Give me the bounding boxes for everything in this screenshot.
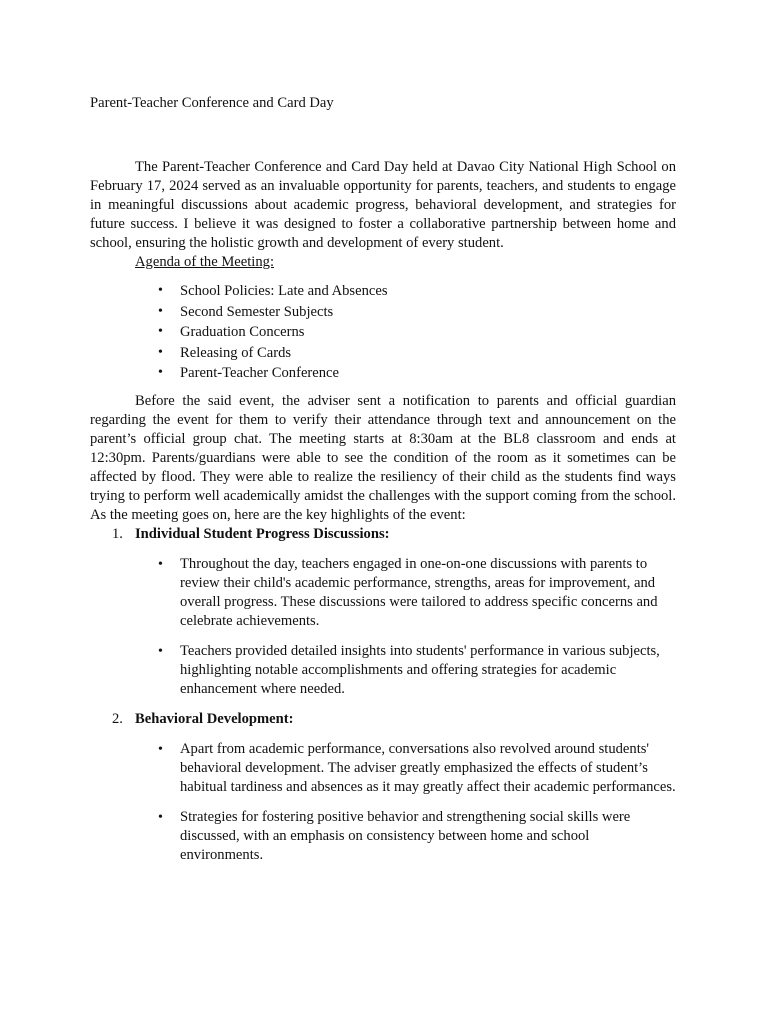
highlight-heading [90,710,676,729]
intro-paragraph: The Parent-Teacher Conference and Card Day held at Davao City National High School on February 17, 2024 served as an invaluable opportunity for parents, teachers, and students to engage in meaningful discussions about academic progress, behavioral development, and strategies for future success. I believe it was designed to foster a collaborative partnership between home and school, ensuring the holistic growth and development of every student. [90,159,676,251]
agenda-item [90,363,676,384]
highlight-title: Individual Student Progress Discussions: [135,525,390,542]
highlight-title: Behavioral Development: [135,710,294,727]
bullet-icon: • [158,643,163,659]
agenda-item-text: Releasing of Cards [180,344,292,361]
agenda-item [90,281,676,302]
highlight-point-text: Strategies for fostering positive behavior and strengthening social skills were discussed, with an emphasis on consistency between home and school environments. [180,808,631,863]
bullet-icon: • [158,324,163,339]
highlight-heading [90,525,676,544]
bullet-icon: • [158,283,163,298]
highlight-section [90,710,676,865]
bullet-icon: • [158,365,163,380]
event-description-paragraph: Before the said event, the adviser sent a notification to parents and official guardian regarding the event for them to verify their attendance through text and announcement on the parent’s official group chat. The meeting starts at 8:30am at the BL8 classroom and ends at 12:30pm. Parents/guardians were able to see the condition of the room as it sometimes can be affected by flood. They were able to realize the resiliency of their child as the students find ways trying to perform well academically amidst the challenges with the support coming from the school. As the meeting goes on, here are the key highlights of the event: [90,392,676,523]
agenda-list [90,281,676,384]
highlight-point-text: Throughout the day, teachers engaged in one-on-one discussions with parents to review their child's academic performance, strengths, areas for improvement, and overall progress. These discussions were tailored to address specific concerns and celebrate achievements. [180,555,658,629]
agenda-item-text: Graduation Concerns [180,324,305,340]
highlight-points [90,555,676,699]
agenda-item-text: Parent-Teacher Conference [180,365,340,381]
bullet-icon: • [158,741,163,757]
highlights-list [90,525,676,865]
agenda-item [90,322,676,343]
document-title: Parent-Teacher Conference and Card Day [90,95,334,111]
bullet-icon: • [158,303,163,319]
agenda-item-text: School Policies: Late and Absences [180,283,388,299]
highlight-section [90,525,676,699]
highlight-number: 2. [112,710,123,727]
highlight-point-text: Apart from academic performance, conversations also revolved around students' behavioral development. The adviser greatly emphasized the effects of student’s habitual tardiness and absences as it may greatly affect their academic performances. [180,740,676,795]
bullet-icon: • [158,809,163,825]
document-page [90,94,676,876]
highlight-point [90,642,676,699]
highlight-point-text: Teachers provided detailed insights into students' performance in various subjects, highlighting notable accomplishments and offering strategies for academic enhancement where needed. [180,642,660,697]
highlight-point [90,808,676,865]
agenda-heading: Agenda of the Meeting: [135,254,275,270]
bullet-icon: • [158,344,163,360]
highlight-number: 1. [112,525,123,542]
agenda-item [90,302,676,323]
agenda-item [90,343,676,364]
bullet-icon: • [158,556,163,572]
highlight-point [90,740,676,797]
highlight-point [90,555,676,631]
highlight-points [90,740,676,865]
agenda-item-text: Second Semester Subjects [180,303,334,320]
